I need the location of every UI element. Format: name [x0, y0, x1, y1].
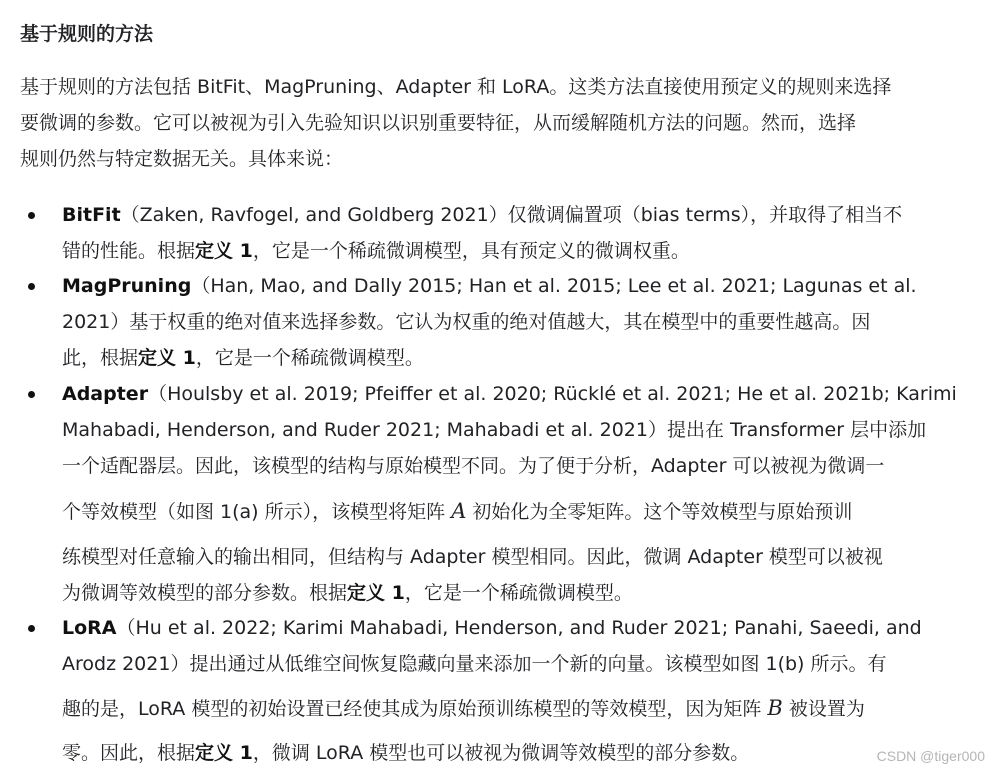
section-heading: 基于规则的方法: [20, 23, 154, 45]
adapter-line-5: 练模型对任意输入的输出相同，但结构与 Adapter 模型相同。因此，微调 Adapter 模型可以被视: [62, 546, 883, 568]
intro-line-1: 基于规则的方法包括 BitFit、MagPruning、Adapter 和 LoRA。这类方法直接使用预定义的规则来选择: [20, 76, 892, 98]
item-text: [62, 268, 982, 376]
magpruning-line-3-pre: 此，根据: [62, 347, 139, 369]
item-text: [62, 376, 982, 611]
adapter-line-2: Mahabadi, Henderson, and Ruder 2021; Mahabadi et al. 2021）提出在 Transformer 层中添加: [62, 419, 927, 441]
lora-line-3-pre: 趣的是，LoRA 模型的初始设置已经使其成为原始预训练模型的等效模型，因为矩阵: [62, 698, 762, 720]
adapter-line-6-post: ，它是一个稀疏微调模型。: [404, 582, 633, 604]
lora-line-3-post: 被设置为: [788, 698, 865, 720]
bullet-icon: [28, 283, 35, 290]
definition-ref: 定义 1: [195, 742, 253, 764]
intro-line-3: 规则仍然与特定数据无关。具体来说：: [20, 148, 344, 170]
term-adapter: Adapter: [62, 383, 149, 405]
lora-line-4-post: ，微调 LoRA 模型也可以被视为微调等效模型的部分参数。: [252, 742, 750, 764]
magpruning-line-1: （Han, Mao, and Dally 2015; Han et al. 2015; Lee et al. 2021; Lagunas et al.: [191, 275, 917, 297]
bullet-icon: [28, 391, 35, 398]
adapter-line-1: （Houlsby et al. 2019; Pfeiffer et al. 2020; Rücklé et al. 2021; He et al. 2021b; Karimi: [148, 383, 957, 405]
bitfit-line-2-post: ，它是一个稀疏微调模型，具有预定义的微调权重。: [252, 240, 690, 262]
adapter-line-4-post: 初始化为全零矩阵。这个等效模型与原始预训: [472, 501, 853, 523]
magpruning-line-2: 2021）基于权重的绝对值来选择参数。它认为权重的绝对值越大，其在模型中的重要性越高。因: [62, 311, 871, 333]
matrix-b: B: [767, 696, 783, 720]
term-bitfit: BitFit: [62, 204, 121, 226]
matrix-a: A: [451, 499, 467, 523]
bullet-icon: [28, 212, 35, 219]
intro-paragraph: [20, 69, 980, 177]
lora-line-1: （Hu et al. 2022; Karimi Mahabadi, Henderson, and Ruder 2021; Panahi, Saeedi, and: [116, 617, 922, 639]
lora-line-4-pre: 零。因此，根据: [62, 742, 196, 764]
term-lora: LoRA: [62, 617, 117, 639]
definition-ref: 定义 1: [195, 240, 253, 262]
bitfit-line-1: （Zaken, Ravfogel, and Goldberg 2021）仅微调偏置项（bias terms），并取得了相当不: [120, 204, 903, 226]
adapter-line-3: 一个适配器层。因此，该模型的结构与原始模型不同。为了便于分析，Adapter 可以被视为微调一: [62, 455, 885, 477]
term-magpruning: MagPruning: [62, 275, 192, 297]
adapter-line-6-pre: 为微调等效模型的部分参数。根据: [62, 582, 348, 604]
watermark: CSDN @tiger000: [876, 748, 985, 764]
item-text: [62, 197, 982, 269]
lora-line-2: Arodz 2021）提出通过从低维空间恢复隐藏向量来添加一个新的向量。该模型如图 1(b) 所示。有: [62, 653, 887, 675]
adapter-line-4-pre: 个等效模型（如图 1(a) 所示），该模型将矩阵: [62, 501, 446, 523]
definition-ref: 定义 1: [347, 582, 405, 604]
bitfit-line-2-pre: 错的性能。根据: [62, 240, 196, 262]
magpruning-line-3-post: ，它是一个稀疏微调模型。: [195, 347, 424, 369]
definition-ref: 定义 1: [138, 347, 196, 369]
bullet-icon: [28, 625, 35, 632]
item-text: [62, 610, 982, 771]
intro-line-2: 要微调的参数。它可以被视为引入先验知识以识别重要特征，从而缓解随机方法的问题。然而，选择: [20, 112, 857, 134]
